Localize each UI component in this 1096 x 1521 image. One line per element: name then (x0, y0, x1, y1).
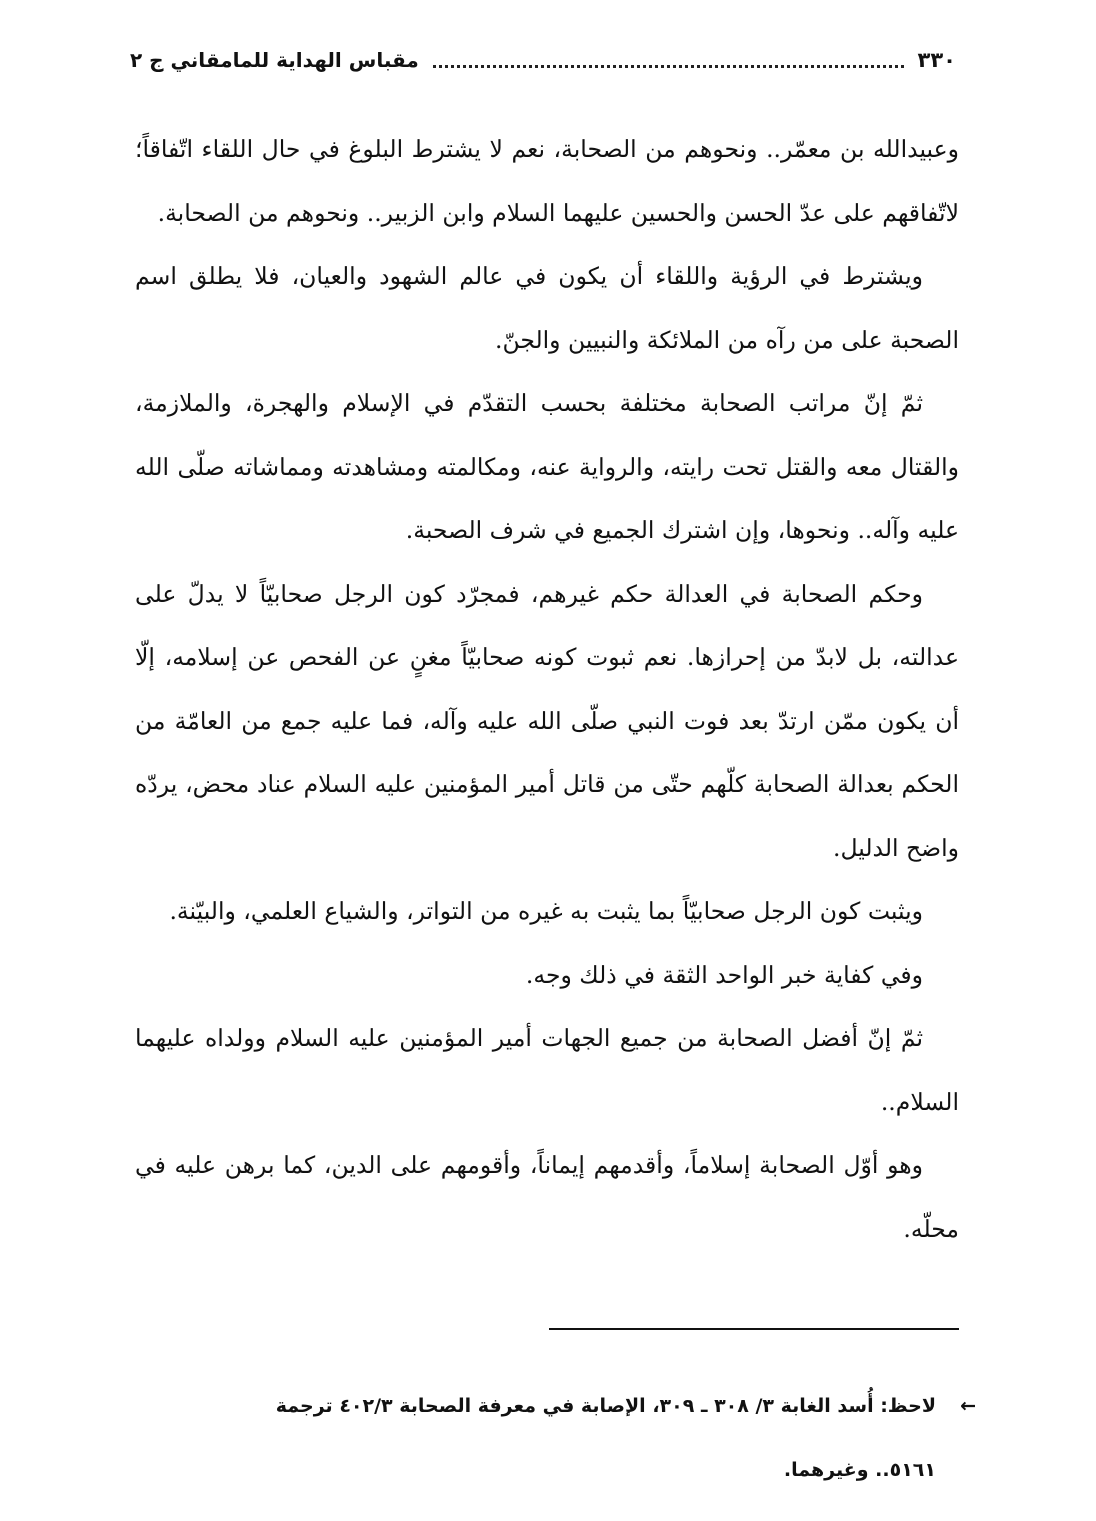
paragraph: ثمّ إنّ مراتب الصحابة مختلفة بحسب التقدّم في الإسلام والهجرة، والملازمة، والقتال معه والقتل تحت رايته، والرواية عنه، ومكالمته ومشاهدته ومماشاته صلّى الله عليه وآله.. ونحوها، وإن اشترك الجميع في شرف الصحبة. (135, 389, 959, 544)
footnote-line: ٥١٦١.. وغيرهما. (783, 1459, 936, 1481)
paragraph: وعبيدالله بن معمّر.. ونحوهم من الصحابة، نعم لا يشترط البلوغ في حال اللقاء اتّفاقاً؛ لاتّفاقهم على عدّ الحسن والحسين عليهما السلام وابن الزبير.. ونحوهم من الصحابة. (135, 135, 959, 227)
paragraph: وحكم الصحابة في العدالة حكم غيرهم، فمجرّد كون الرجل صحابيّاً لا يدلّ على عدالته، بل لابدّ من إحرازها. نعم ثبوت كونه صحابيّاً مغنٍ عن الفحص عن إسلامه، إلّا أن يكون ممّن ارتدّ بعد فوت النبي صلّى الله عليه وآله، فما عليه جمع من العامّة من الحكم بعدالة الصحابة كلّهم حتّى من قاتل أمير المؤمنين عليه السلام عناد محض، يردّه واضح الدليل. (135, 579, 959, 862)
footnote (135, 1374, 976, 1502)
running-header (130, 40, 956, 80)
page-number: ٣٣٠ (917, 48, 956, 72)
header-dot-leader (433, 65, 904, 68)
paragraph: ثمّ إنّ أفضل الصحابة من جميع الجهات أمير المؤمنين عليه السلام وولداه عليهما السلام.. (135, 1024, 959, 1116)
body-text (135, 118, 959, 1261)
paragraph: وفي كفاية خبر الواحد الثقة في ذلك وجه. (525, 960, 923, 989)
footnote-line: لاحظ: أُسد الغابة ٣/ ٣٠٨ ـ ٣٠٩، الإصابة في معرفة الصحابة ٤٠٢/٣ ترجمة (275, 1395, 936, 1417)
paragraph: ويشترط في الرؤية واللقاء أن يكون في عالم الشهود والعيان، فلا يطلق اسم الصحبة على من رآه من الملائكة والنبيين والجنّ. (135, 262, 959, 354)
book-title: مقباس الهداية للمامقاني ج ٢ (130, 48, 419, 72)
paragraph: ويثبت كون الرجل صحابيّاً بما يثبت به غيره من التواتر، والشياع العلمي، والبيّنة. (169, 897, 923, 925)
paragraph: وهو أوّل الصحابة إسلاماً، وأقدمهم إيماناً، وأقومهم على الدين، كما برهن عليه في محلّه. (135, 1151, 959, 1243)
footnote-separator (549, 1328, 959, 1330)
footnote-arrow-icon: ← (960, 1395, 976, 1417)
